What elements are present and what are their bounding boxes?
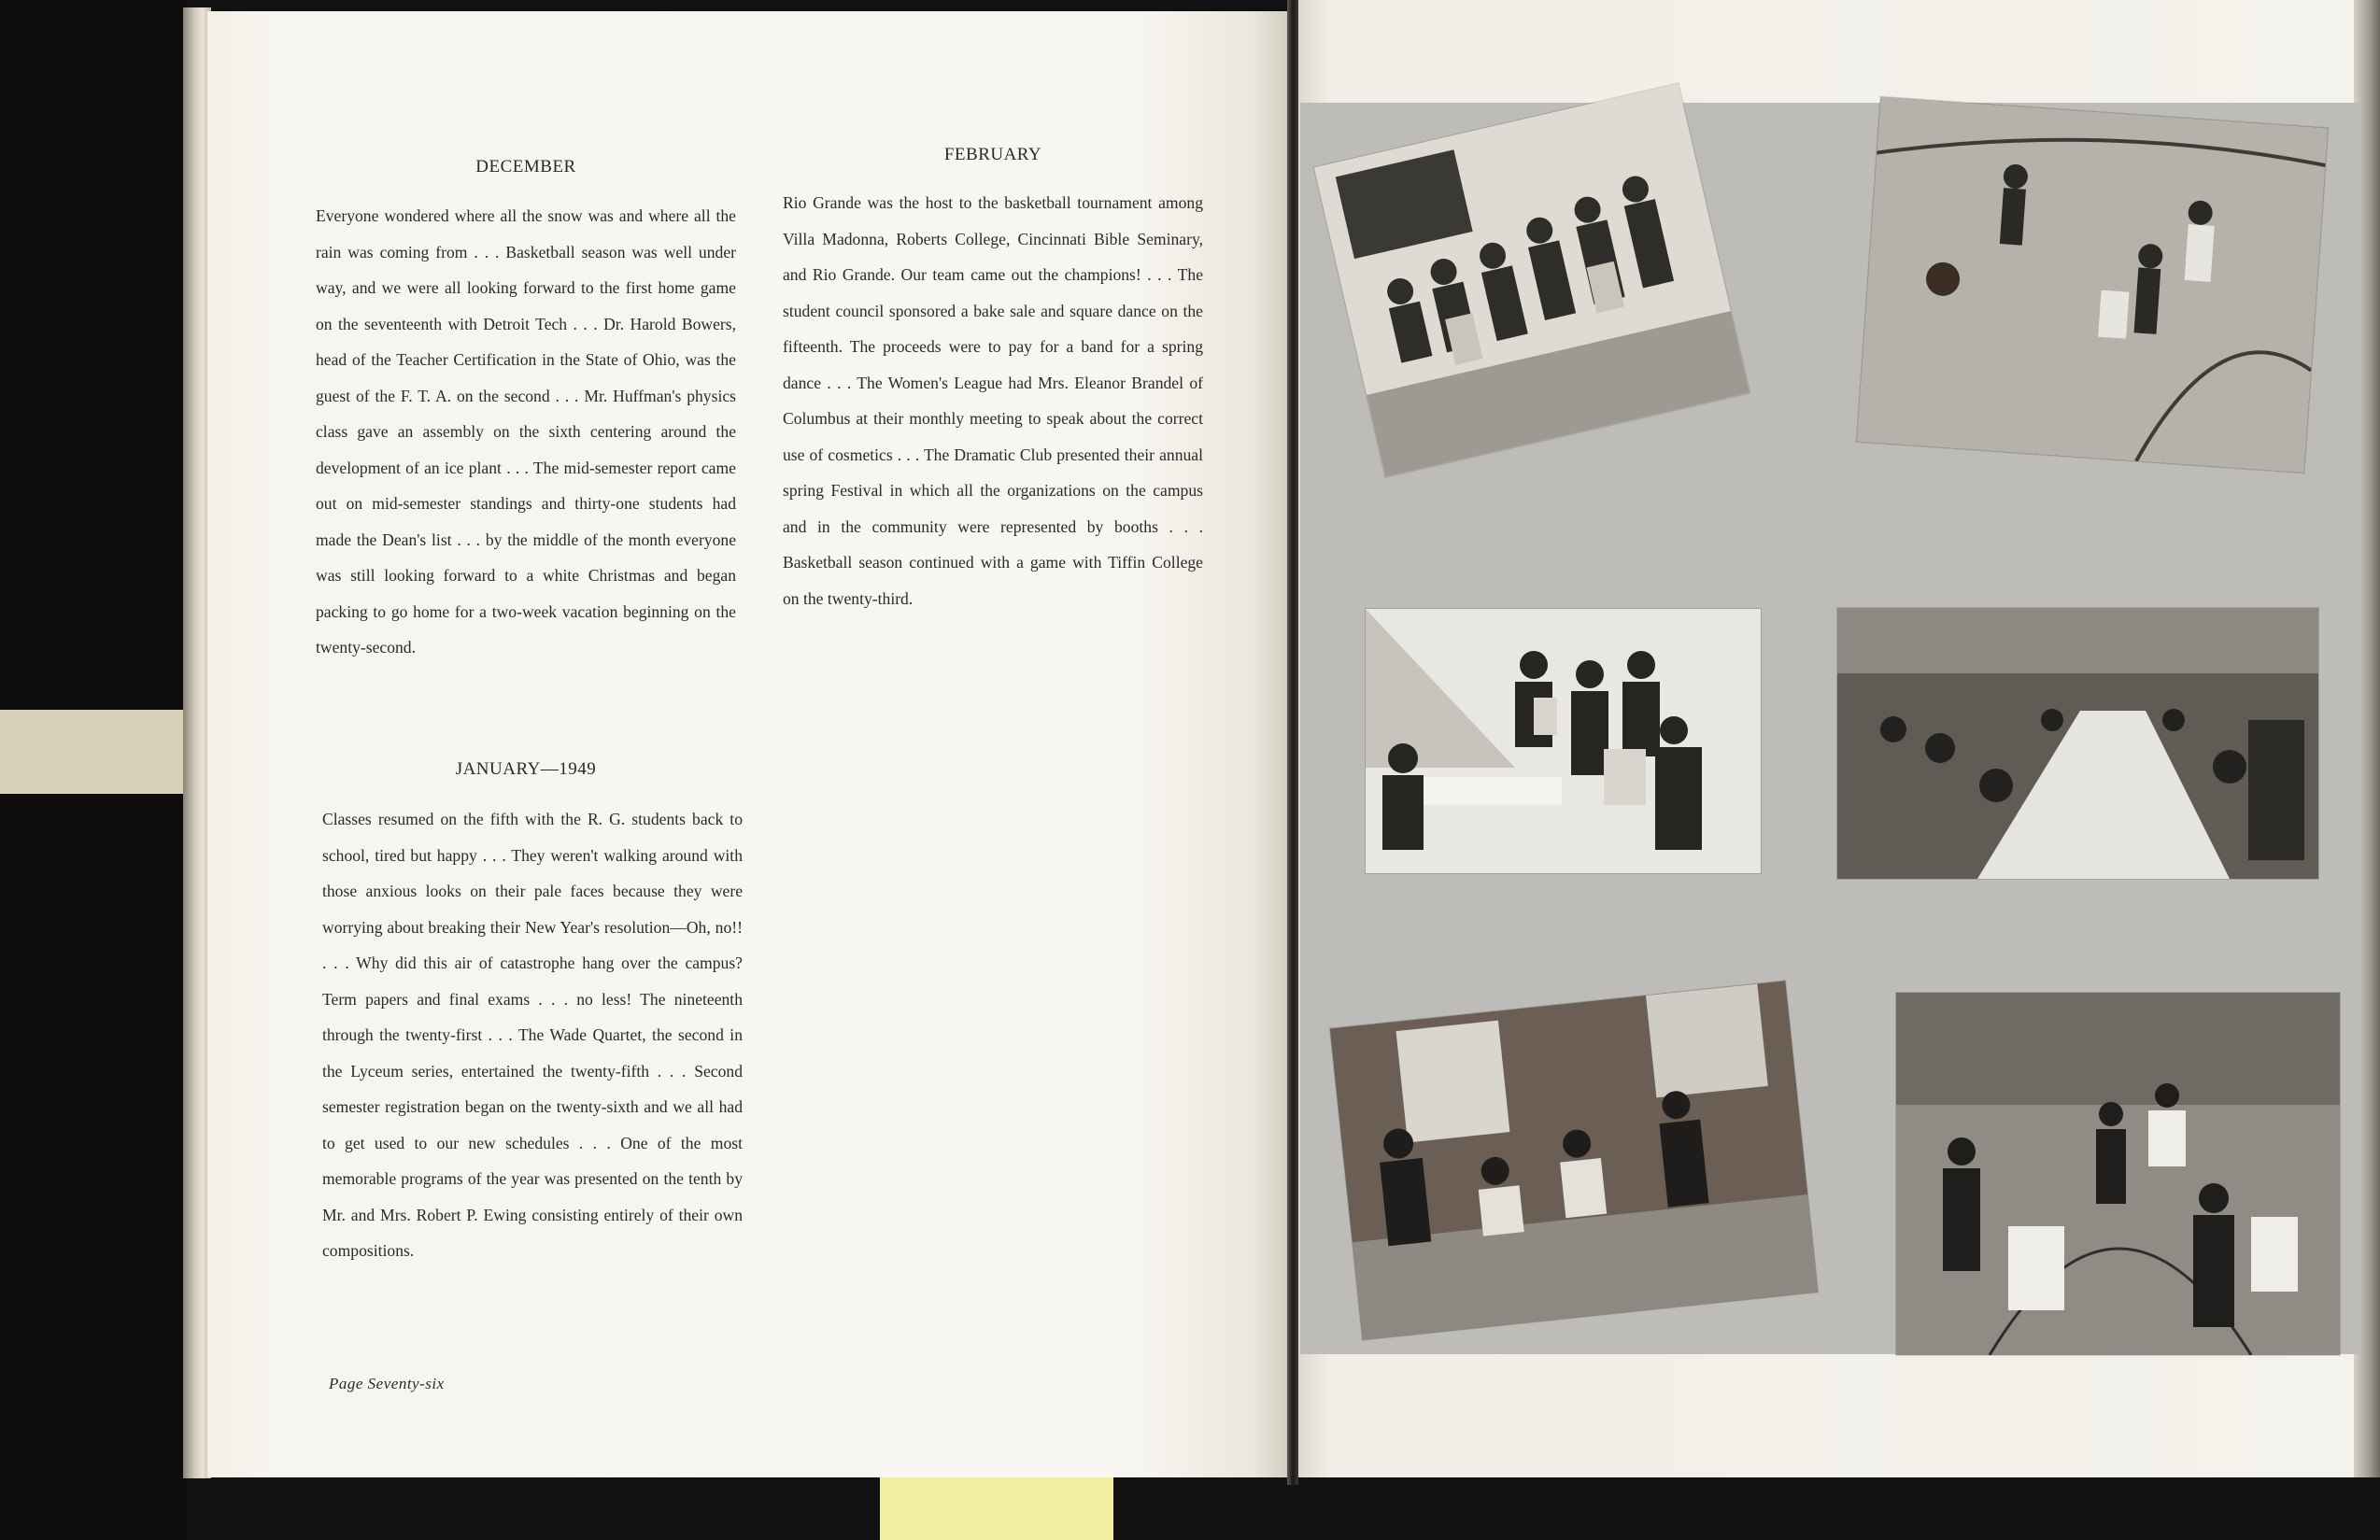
photo-students-table <box>1366 609 1761 873</box>
february-heading: FEBRUARY <box>943 145 1042 164</box>
photo-square-dance <box>1896 993 2340 1355</box>
december-heading: DECEMBER <box>475 157 576 177</box>
december-text <box>316 198 736 666</box>
photo-basketball-game <box>1857 97 2329 473</box>
february-paragraph: Rio Grande was the host to the basketball tournament among Villa Madonna, Roberts College, Cincinnati Bible Seminary, and Rio Grande. Our team came out the champions! . . . The student council sponsored a bake sale and square dance on the fifteenth. The proceeds were to pay for a band for a spring dance . . . The Women's League had Mrs. Eleanor Brandel of Columbus at their monthly meeting to speak about the correct use of cosmetics . . . The Dramatic Club presented their annual spring Festival in which all the organizations on the campus and in the community were represented by booths . . . Basketball season continued with a game with Tiffin College on the twenty-third. <box>783 193 1203 608</box>
scanner-yellow-tab <box>880 1476 1113 1540</box>
scanner-background-strip <box>0 710 191 794</box>
february-text <box>783 185 1203 616</box>
photo-group-outdoors <box>1330 981 1818 1339</box>
january-heading: JANUARY—1949 <box>455 759 597 779</box>
photo-banquet-dinner <box>1837 608 2318 879</box>
book-gutter <box>1287 0 1298 1485</box>
page-number: Page Seventy-six <box>329 1375 445 1392</box>
january-text <box>322 801 743 1269</box>
january-paragraph: Classes resumed on the fifth with the R. G. students back to school, tired but happy . . . They weren't walking around with those anxious looks on their pale faces because they were worrying about breaking their New Year's resolution—Oh, no!! . . . Why did this air of catastrophe hang over the campus? Term papers and final exams . . . no less! The nineteenth through the twenty-first . . . The Wade Quartet, the second in the Lyceum series, entertained the twenty-fifth . . . Second semester registration began on the twenty-sixth and we all had to get used to our new schedules . . . One of the most memorable programs of the year was presented on the tenth by Mr. and Mrs. Robert P. Ewing consisting entirely of their own compositions. <box>322 810 743 1260</box>
december-paragraph: Everyone wondered where all the snow was and where all the rain was coming from . . . Basketball season was well under way, and we were all looking forward to the first home game on the seventeenth with Detroit Tech . . . Dr. Harold Bowers, head of the Teacher Certification in the State of Ohio, was the guest of the F. T. A. on the second . . . Mr. Huffman's physics class gave an assembly on the sixth centering around the development of an ice plant . . . The mid-semester report came out on mid-semester standings and thirty-one students had made the Dean's list . . . by the middle of the month everyone was still looking forward to a white Christmas and began packing to go home for a two-week vacation beginning on the twenty-second. <box>316 206 736 657</box>
